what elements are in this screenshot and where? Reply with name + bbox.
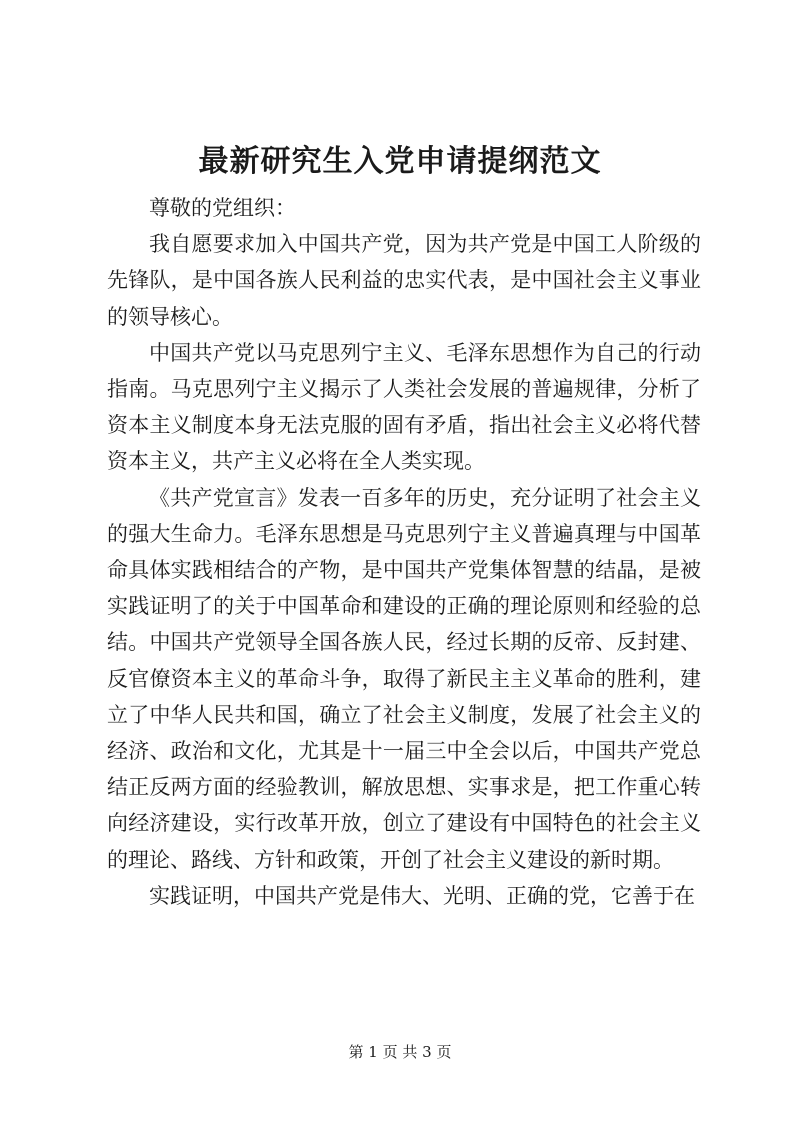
document-body <box>107 190 701 914</box>
document-title: 最新研究生入党申请提纲范文 <box>198 144 602 179</box>
paragraph-1: 我自愿要求加入中国共产党，因为共产党是中国工人阶级的先锋队，是中国各族人民利益的忠实代表，是中国社会主义事业的领导核心。 <box>107 232 701 329</box>
page-footer: 第 1 页 共 3 页 <box>348 1043 452 1061</box>
paragraph-4: 实践证明，中国共产党是伟大、光明、正确的党，它善于在 <box>149 883 695 908</box>
paragraph-2: 中国共产党以马克思列宁主义、毛泽东思想作为自己的行动指南。马克思列宁主义揭示了人类社会发展的普遍规律，分析了资本主义制度本身无法克服的固有矛盾，指出社会主义必将代替资本主义，共产主义必将在全人类实现。 <box>107 340 701 474</box>
paragraph-3: 《共产党宣言》发表一百多年的历史，充分证明了社会主义的强大生命力。毛泽东思想是马克思列宁主义普遍真理与中国革命具体实践相结合的产物，是中国共产党集体智慧的结晶，是被实践证明了的关于中国革命和建设的正确的理论原则和经验的总结。中国共产党领导全国各族人民，经过长期的反帝、反封建、反官僚资本主义的革命斗争，取得了新民主主义革命的胜利，建立了中华人民共和国，确立了社会主义制度，发展了社会主义的经济、政治和文化，尤其是十一届三中全会以后，中国共产党总结正反两方面的经验教训，解放思想、实事求是，把工作重心转向经济建设，实行改革开放，创立了建设有中国特色的社会主义的理论、路线、方针和政策，开创了社会主义建设的新时期。 <box>107 485 701 872</box>
salutation: 尊敬的党组织： <box>149 196 296 220</box>
